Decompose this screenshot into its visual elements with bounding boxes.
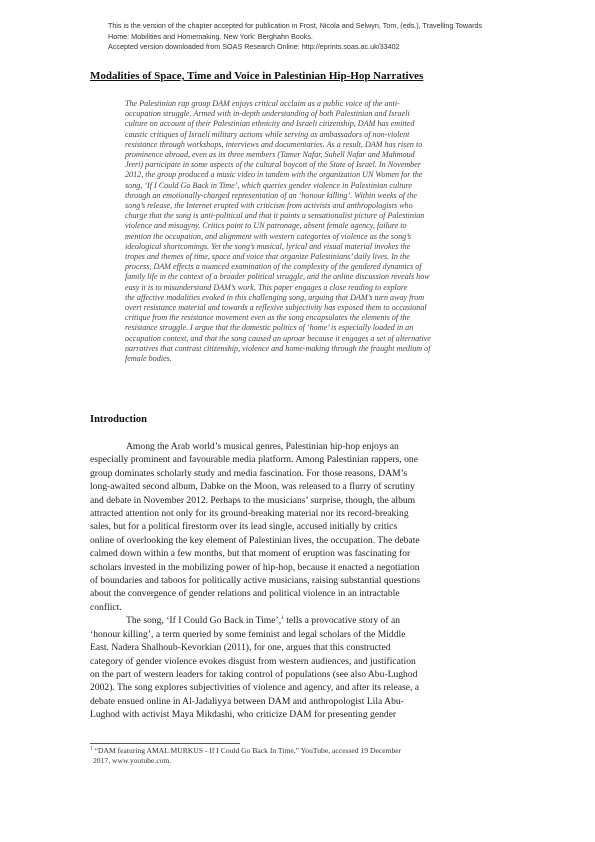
section-heading-introduction: Introduction [90,414,147,425]
body-line: calmed down within a few months, but that moment of eruption was fascinating for [90,548,411,560]
abstract-line: tropes and themes of time, space and voice that organize Palestinians’ daily lives. In the [125,252,410,262]
publication-note-line: This is the version of the chapter accepted for publication in Frost, Nicola and Selwyn, Tom, (eds.), Travelling Towards [108,21,483,30]
footnote-line: 2017, www.youtube.com. [93,756,172,766]
publication-note-line: Accepted version downloaded from SOAS Research Online: http://eprints.soas.ac.uk/33402 [108,42,400,51]
abstract-line: occupation context, and that the song caused an uproar because it engages a set of alternative [125,333,431,343]
body-text [90,440,520,722]
abstract-line: through an emotionally-charged representation of an ‘honour killing’. Within weeks of the [125,190,417,200]
body-line: Among the Arab world’s musical genres, Palestinian hip-hop enjoys an [126,441,399,452]
abstract-line: narratives that contrast citizenship, violence and home-making through the fraught medium of [125,343,431,353]
abstract-line: mention the occupation, and alignment with western categories of violence as the song’s [125,231,412,241]
body-line [90,614,520,627]
abstract-line: violence and misogyny. Critics point to UN patronage, absent female agency, failure to [125,221,407,231]
body-line: Lughod with activist Maya Mikdashi, who criticize DAM for presenting gender [90,709,397,721]
publication-note [108,21,548,53]
footnote-marker: 1 [90,745,93,752]
body-fragment: tells a provocative story of an [283,615,400,627]
body-line: debate ensued online in Al-Jadaliyya between DAM and anthropologist Lila Abu- [90,695,404,707]
body-line: about the convergence of gender relations and political violence in an intractable [90,588,400,600]
abstract-line: caustic critiques of Israeli military actions while serving as ambassadors of non-violent [125,129,410,139]
abstract-line: culture on account of their Palestinian ethnicity and Israeli citizenship, DAM has emitted [125,119,415,129]
abstract-line: resistance through workshops, interviews and documentaries. As a result, DAM has risen to [125,139,423,149]
abstract-line: 2012, the group produced a music video in tandem with the organization UN Women for the [125,170,423,180]
body-line: 2002). The song explores subjectivities of violence and agency, and after its release, a [90,682,420,694]
abstract-line: female bodies. [125,354,172,364]
abstract-line: ideological shortcomings. Yet the song’s musical, lyrical and visual material invokes the [125,241,411,251]
body-line: ‘honour killing’, a term queried by some feminist and legal scholars of the Middle [90,628,406,640]
abstract-line: process, DAM effects a nuanced examination of the complexity of the gendered dynamics of [125,262,422,272]
body-line: on the part of western leaders for taking control of populations (see also Abu-Lughod [90,668,418,680]
body-line: category of gender violence evokes disgust from western audiences, and justification [90,655,416,667]
abstract-line: The Palestinian rap group DAM enjoys critical acclaim as a public voice of the anti- [125,99,400,108]
body-line: long-awaited second album, Dabke on the Moon, was released to a flurry of scrutiny [90,481,415,493]
abstract-line: family life in the context of a broader political struggle, and the online discussion reveals how [125,272,430,282]
abstract-line: Jreri) participate in some aspects of the cultural boycott of the State of Israel. In November [125,160,421,170]
abstract-line: easy it is to misunderstand DAM’s work. This paper engages a close reading to explore [125,282,408,292]
footnote [90,746,510,767]
body-line: group dominates scholarly study and media fascination. For those reasons, DAM’s [90,467,408,479]
body-line: online of overlooking the key element of Palestinian lives, the occupation. The debate [90,534,420,546]
abstract-line: overt resistance material and towards a reflexive subjectivity has exposed them to occasional [125,303,427,313]
abstract-line: song, ‘If I Could Go Back in Time’, which queries gender violence in Palestinian culture [125,180,412,190]
body-line: conflict. [90,601,122,613]
body-line: sales, but for a political firestorm over its lead single, accused initially by critics [90,521,398,533]
abstract-line: resistance struggle. I argue that the domestic politics of ‘home’ is especially loaded in an [125,323,414,333]
abstract-line: critique from the resistance movement even as the song encapsulates the elements of the [125,313,411,323]
abstract-line: prominence abroad, even as its three members (Tamer Nafar, Suhell Nafar and Mahmoud [125,150,415,160]
abstract-line: the affective modalities evoked in this challenging song, arguing that DAM’s turn away from [125,292,425,302]
body-line: scholars invested in the mobilizing power of hip-hop, because it enacted a negotiation [90,561,420,573]
footnote-line [90,746,510,756]
chapter-title: Modalities of Space, Time and Voice in Palestinian Hip-Hop Narratives [90,70,424,82]
abstract-line: occupation struggle. Armed with in-depth understanding of both Palestinian and Israeli [125,109,410,119]
footnote-reference[interactable]: 1 [281,615,284,622]
body-line: attracted attention not only for its ground-breaking material nor its record-breaking [90,508,409,520]
body-line: and debate in November 2012. Perhaps to the musicians’ surprise, though, the album [90,494,416,506]
body-fragment: The song, ‘If I Could Go Back in Time’, [126,615,282,627]
abstract-line: song’s release, the Internet erupted with criticism from activists and anthropologists who [125,201,413,211]
body-line: East. Nadera Shalhoub-Kevorkian (2011), for one, argues that this constructed [90,642,391,654]
publication-note-line: Home: Mobilities and Homemaking. New York: Berghahn Books. [108,31,313,41]
abstract-line: charge that the song is anti-political and that it paints a sensationalist picture of Palestinian [125,211,425,221]
body-line: especially prominent and favourable media platform. Among Palestinian rappers, one [90,454,418,466]
body-line: of boundaries and taboos for politically active musicians, raising substantial questions [90,575,421,587]
abstract [125,99,475,364]
footnote-divider [90,743,240,744]
footnote-text: “DAM featuring AMAL MURKUS - If I Could Go Back In Time,” YouTube, accessed 19 December [92,746,402,755]
